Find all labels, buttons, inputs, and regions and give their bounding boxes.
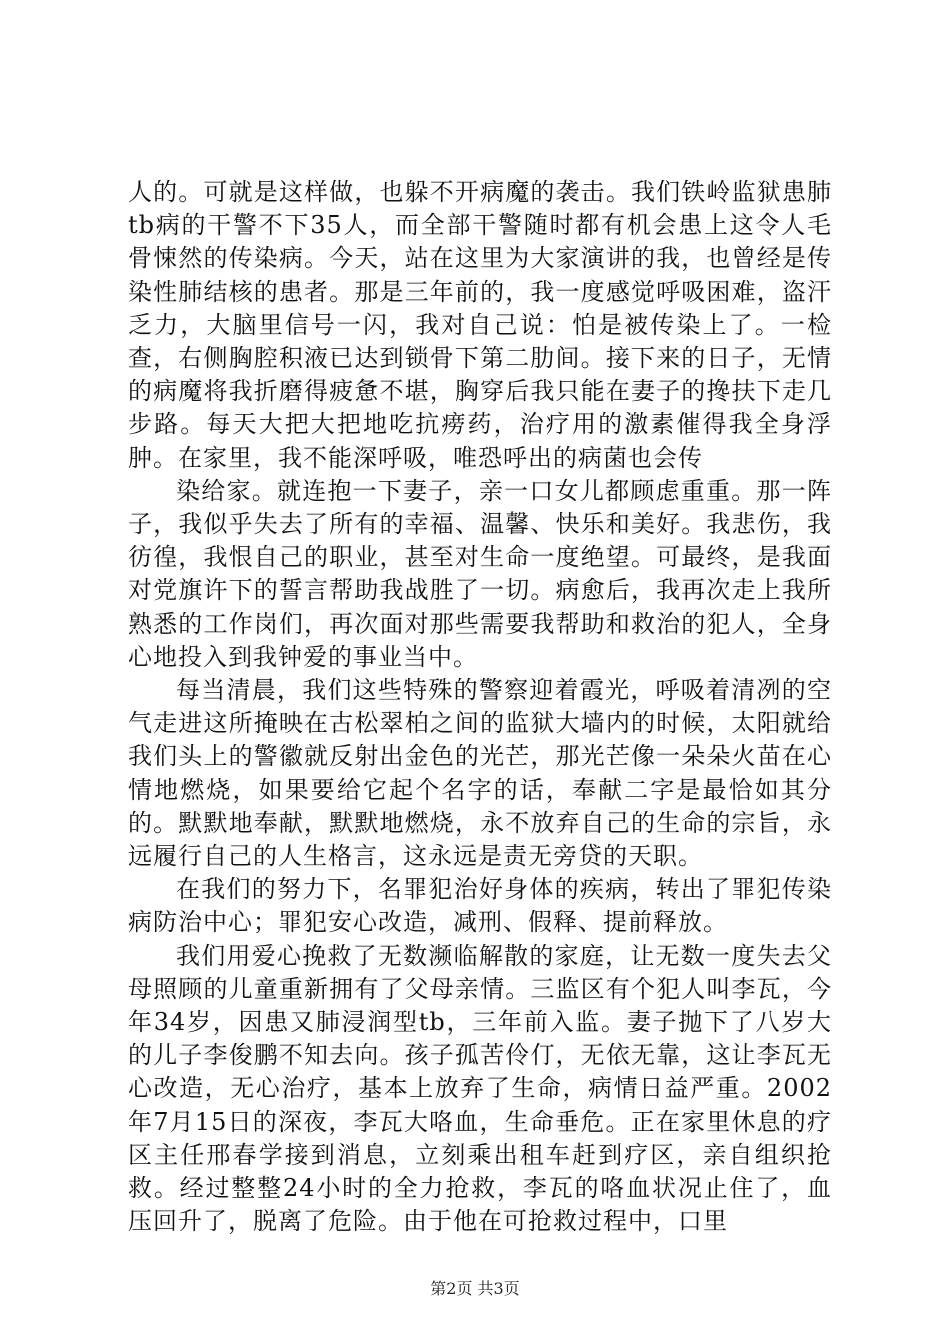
page-footer: 第2页 共3页 — [430, 1279, 520, 1298]
paragraph-1: 人的。可就是这样做，也躲不开病魔的袭击。我们铁岭监狱患肺tb病的干警不下35人，而全部干警随时都有机会患上这令人毛骨悚然的传染病。今天，站在这里为大家演讲的我，也曾经是传染性肺结核的患者。那是三年前的，我一度感觉呼吸困难，盗汗乏力，大脑里信号一闪，我对自己说：怕是被传染上了。一检查，右侧胸腔积液已达到锁骨下第二肋间。接下来的日子，无情的病魔将我折磨得疲惫不堪，胸穿后我只能在妻子的搀扶下走几步路。每天大把大把地吃抗痨药，治疗用的激素催得我全身浮肿。在家里，我不能深呼吸，唯恐呼出的病菌也会传 — [128, 178, 832, 472]
paragraph-4: 在我们的努力下，名罪犯治好身体的疾病，转出了罪犯传染病防治中心；罪犯安心改造，减刑、假释、提前释放。 — [128, 875, 832, 937]
paragraph-5: 我们用爱心挽救了无数濒临解散的家庭，让无数一度失去父母照顾的儿童重新拥有了父母亲情。三监区有个犯人叫李瓦，今年34岁，因患又肺浸润型tb，三年前入监。妻子抛下了八岁大的儿子李俊鹏不知去向。孩子孤苦伶仃，无依无靠，这让李瓦无心改造，无心治疗，基本上放弃了生命，病情日益严重。2002年7月15日的深夜，李瓦大咯血，生命垂危。正在家里休息的疗区主任邢春学接到消息，立刻乘出租车赶到疗区，亲自组织抢救。经过整整24小时的全力抢救，李瓦的咯血状况止住了，血压回升了，脱离了危险。由于他在可抢救过程中，口里 — [128, 941, 832, 1236]
document-body — [128, 176, 832, 1239]
paragraph-3: 每当清晨，我们这些特殊的警察迎着霞光，呼吸着清冽的空气走进这所掩映在古松翠柏之间的监狱大墙内的时候，太阳就给我们头上的警徽就反射出金色的光芒，那光芒像一朵朵火苗在心情地燃烧，如果要给它起个名字的话，奉献二字是最恰如其分的。默默地奉献，默默地燃烧，永不放弃自己的生命的宗旨，永远履行自己的人生格言，这永远是责无旁贷的天职。 — [128, 676, 832, 871]
paragraph-2: 染给家。就连抱一下妻子，亲一口女儿都顾虑重重。那一阵子，我似乎失去了所有的幸福、温馨、快乐和美好。我悲伤，我彷徨，我恨自己的职业，甚至对生命一度绝望。可最终，是我面对党旗许下的誓言帮助我战胜了一切。病愈后，我再次走上我所熟悉的工作岗们，再次面对那些需要我帮助和救治的犯人，全身心地投入到我钟爱的事业当中。 — [128, 476, 832, 671]
